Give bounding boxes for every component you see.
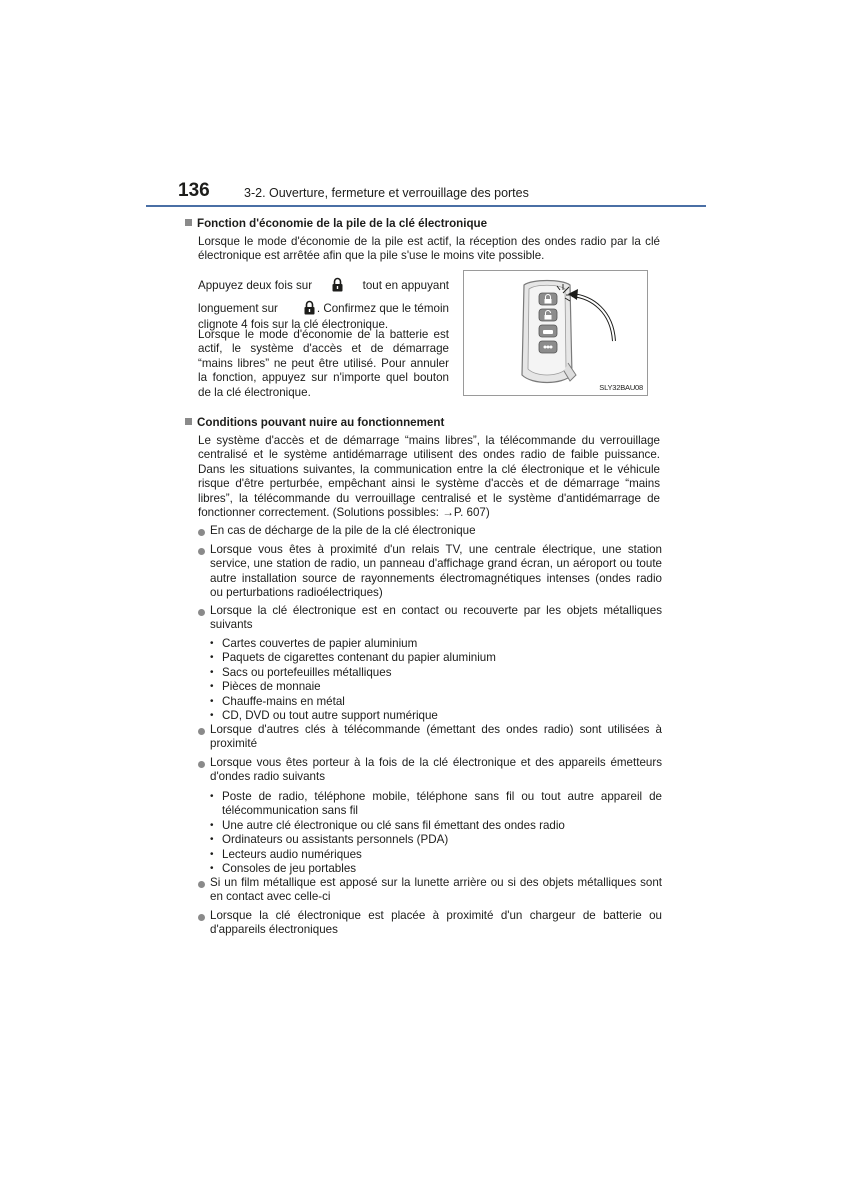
section-title: Conditions pouvant nuire au fonctionnement bbox=[197, 416, 445, 429]
small-bullet-icon: • bbox=[210, 819, 214, 831]
battery-saving-note bbox=[198, 328, 449, 400]
list-item-text: Une autre clé électronique ou clé sans fil émettant des ondes radio bbox=[222, 818, 565, 832]
header-rule bbox=[146, 205, 706, 207]
text-line: autre installation source de rayonnements électromagnétiques intenses (ondes radio bbox=[210, 571, 662, 585]
list-item-text: CD, DVD ou tout autre support numérique bbox=[222, 708, 438, 722]
small-bullet-icon: • bbox=[210, 862, 214, 874]
list-item bbox=[210, 637, 662, 651]
key-fob-figure bbox=[463, 270, 648, 396]
condition-item bbox=[210, 876, 662, 905]
list-item-text: Pièces de monnaie bbox=[222, 680, 321, 694]
text-line: Le système d'accès et de démarrage “mains libres”, la télécommande du verrouillage bbox=[198, 434, 660, 447]
battery-saving-intro bbox=[198, 235, 660, 264]
list-item bbox=[210, 848, 662, 862]
text-line: Lorsque vous êtes porteur à la fois de la clé électronique et des appareils émetteurs bbox=[210, 756, 662, 769]
text-line: libres”, la télécommande du verrouillage centralisé et le système d'antidémarrage de bbox=[198, 491, 660, 505]
condition-item bbox=[210, 604, 662, 633]
small-bullet-icon: • bbox=[210, 652, 214, 664]
text-line: la fonction, appuyez sur n'importe quel bouton bbox=[198, 371, 449, 385]
section-heading-conditions bbox=[185, 416, 444, 430]
list-item bbox=[210, 651, 662, 665]
list-item-text: télécommunication sans fil bbox=[222, 804, 358, 818]
condition-item bbox=[210, 756, 662, 785]
bullet-icon bbox=[198, 728, 205, 735]
step-line-2-right bbox=[304, 299, 449, 318]
text-line: suivants bbox=[210, 618, 253, 632]
bullet-icon bbox=[198, 881, 205, 888]
padlock-icon bbox=[332, 276, 343, 298]
page-number: 136 bbox=[178, 180, 210, 201]
step-line-1 bbox=[198, 276, 449, 298]
conditions-intro bbox=[198, 434, 660, 520]
key-fob-illustration bbox=[464, 271, 647, 395]
section-title: Fonction d'économie de la pile de la clé électronique bbox=[197, 217, 488, 230]
text-line: électronique est arrêtée afin que la pile s'use le moins vite possible. bbox=[198, 249, 545, 263]
small-bullet-icon: • bbox=[210, 848, 214, 860]
bullet-icon bbox=[198, 761, 205, 768]
small-bullet-icon: • bbox=[210, 834, 214, 846]
small-bullet-icon: • bbox=[210, 695, 214, 707]
small-bullet-icon: • bbox=[210, 666, 214, 678]
text-line: Lorsque la clé électronique est en contact ou recouverte par les objets métalliques bbox=[210, 604, 662, 617]
text-line: Si un film métallique est apposé sur la lunette arrière ou si des objets métalliques sont bbox=[210, 876, 662, 889]
figure-code: SLY32BAU08 bbox=[599, 383, 643, 392]
list-item bbox=[210, 666, 662, 680]
text-span: Appuyez deux fois sur bbox=[198, 279, 313, 292]
battery-saving-steps bbox=[198, 276, 449, 334]
text-line: d'ondes radio suivants bbox=[210, 770, 326, 784]
small-bullet-icon: • bbox=[210, 791, 214, 802]
text-span: . Confirmez que le témoin bbox=[316, 302, 449, 315]
text-line: service, une station de radio, un panneau d'affichage grand écran, un aéroport ou toute bbox=[210, 557, 662, 571]
bullet-icon bbox=[198, 609, 205, 616]
list-item-text: Poste de radio, téléphone mobile, téléphone sans fil ou tout autre appareil de bbox=[222, 790, 662, 803]
bullet-icon bbox=[198, 548, 205, 555]
text-line: Lorsque d'autres clés à télécommande (émettant des ondes radio) sont utilisées à bbox=[210, 723, 662, 736]
step-line-3: clignote 4 fois sur la clé électronique. bbox=[198, 318, 389, 331]
section-heading-battery-saving bbox=[185, 217, 487, 231]
small-bullet-icon: • bbox=[210, 638, 214, 649]
bullet-icon bbox=[198, 914, 205, 921]
small-bullet-icon: • bbox=[210, 681, 214, 693]
list-item-text: Chauffe-mains en métal bbox=[222, 694, 345, 708]
text-line: fonctionner correctement. (Solutions possibles: →P. 607) bbox=[198, 505, 490, 519]
list-item bbox=[210, 680, 662, 694]
chapter-title: 3-2. Ouverture, fermeture et verrouillage des portes bbox=[244, 186, 529, 200]
text-line: centralisé et le système antidémarrage utilisent des ondes radio de faible puissance. bbox=[198, 448, 660, 462]
text-line: Lorsque vous êtes à proximité d'un relais TV, une centrale électrique, une station bbox=[210, 543, 662, 556]
text-line: Lorsque le mode d'économie de la batterie est bbox=[198, 328, 449, 341]
list-item-text: Ordinateurs ou assistants personnels (PDA) bbox=[222, 833, 449, 847]
padlock-icon bbox=[304, 299, 315, 318]
bullet-icon bbox=[198, 529, 205, 536]
radio-devices-list bbox=[210, 790, 662, 876]
small-bullet-icon: • bbox=[210, 709, 214, 721]
list-item-text: Lecteurs audio numériques bbox=[222, 847, 362, 861]
text-line: en contact avec celle-ci bbox=[210, 890, 331, 904]
text-line: d'appareils électroniques bbox=[210, 923, 338, 937]
text-line: En cas de décharge de la pile de la clé électronique bbox=[210, 524, 476, 537]
condition-item bbox=[210, 909, 662, 938]
square-bullet-icon bbox=[185, 418, 192, 425]
text-line: Lorsque le mode d'économie de la pile est actif, la réception des ondes radio par la clé bbox=[198, 235, 660, 248]
text-line: Dans les situations suivantes, la communication entre la clé électronique et le véhicule bbox=[198, 462, 660, 476]
condition-item bbox=[210, 524, 662, 538]
list-item bbox=[210, 862, 662, 876]
condition-item bbox=[210, 723, 662, 752]
text-line: Lorsque la clé électronique est placée à proximité d'un chargeur de batterie ou bbox=[210, 909, 662, 922]
text-line: proximité bbox=[210, 737, 258, 751]
square-bullet-icon bbox=[185, 219, 192, 226]
list-item-text: Consoles de jeu portables bbox=[222, 861, 357, 875]
text-line: “mains libres” ne peut être utilisé. Pour annuler bbox=[198, 356, 449, 370]
text-line: risque d'être perturbée, empêchant ainsi le système d'accès et de démarrage “mains bbox=[198, 477, 660, 491]
list-item bbox=[210, 819, 662, 833]
text-span: tout en appuyant bbox=[362, 279, 449, 292]
text-line: actif, le système d'accès et de démarrage bbox=[198, 342, 449, 356]
list-item-text: Cartes couvertes de papier aluminium bbox=[222, 637, 418, 650]
list-item bbox=[210, 695, 662, 709]
condition-item bbox=[210, 543, 662, 601]
text-line: de la clé électronique. bbox=[198, 385, 311, 399]
list-item bbox=[210, 833, 662, 847]
list-item bbox=[210, 790, 662, 819]
text-line: ou perturbations radioélectriques) bbox=[210, 586, 383, 600]
list-item bbox=[210, 709, 662, 723]
list-item-text: Paquets de cigarettes contenant du papier aluminium bbox=[222, 651, 496, 665]
text-span: longuement sur bbox=[198, 302, 278, 315]
step-line-2 bbox=[198, 299, 449, 318]
metal-objects-list bbox=[210, 637, 662, 723]
list-item-text: Sacs ou portefeuilles métalliques bbox=[222, 665, 392, 679]
